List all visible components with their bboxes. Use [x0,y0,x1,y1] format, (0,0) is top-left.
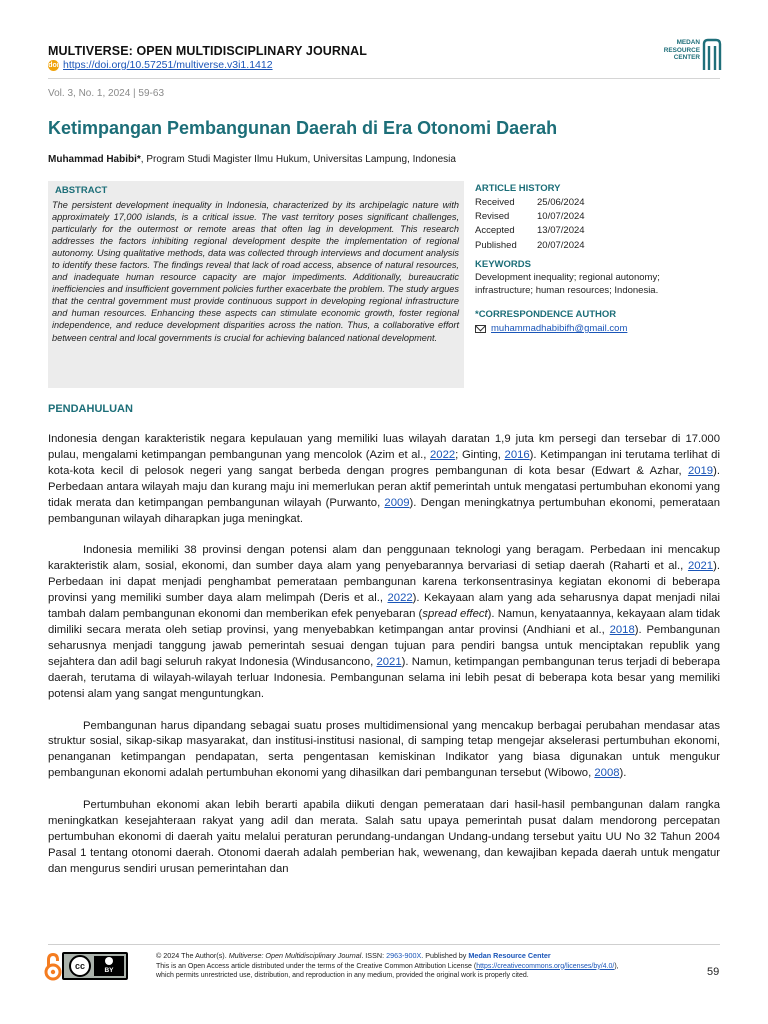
paragraph-1 [48,432,720,527]
history-table [475,196,617,252]
paragraph-text-run: Indonesia memiliki 38 provinsi dengan potensi alam dan penggunaan teknologi yang beragam. Perbedaan ini mencakup karakteristik alam, sosial, ekonomi, dan sumber daya alam yang penyebarannya bervariasi di setiap daerah (Raharti et al., [48,544,720,573]
logo-line-3: CENTER [673,54,700,62]
publisher-link[interactable]: Medan Resource Center [468,951,551,960]
license-prefix: This is an Open Access article distributed under the terms of the Creative Common Attribution License ( [156,962,477,970]
history-date: 13/07/2024 [537,225,585,237]
header-divider [48,78,720,79]
paragraph-text-run: ). Namun, ketimpangan pembangunan terus terjadi di beberapa daerah, terutama di wilayah-wilayah terluar Indonesia. Pembangunan selama ini lebih pesat di beberapa kota besar yang memiliki potensi alam yang sangat menguntungkan. [48,655,720,700]
page-number: 59 [707,966,720,978]
citation-year-link[interactable]: 2022 [430,448,456,461]
person-icon [105,957,113,965]
by-label: BY [104,967,114,974]
doi-row [48,59,273,71]
citation-year-link[interactable]: 2021 [376,655,402,668]
citation-year-link[interactable]: 2016 [504,448,530,461]
copyright-journal: Multiverse: Open Multidisciplinary Journal [228,951,362,960]
logo-line-2: RESOURCE [663,46,700,54]
footer-divider [48,944,720,945]
open-access-icon [44,952,62,982]
paragraph-text-run: ). Ketimpangan ini terutama terlihat di kota-kota kecil di pelosok negeri yang sangat berbeda dengan progres pembangunan di kota besar (Edwart & Azhar, [48,448,720,477]
citation-year-link[interactable]: 2008 [594,767,620,780]
paragraph-text-run: ). Perbedaan ini dapat menjadi penghambat pemerataan pembangunan karena terkonsentrasinya kegiatan ekonomi di beberapa provinsi yang memiliki sumber daya alam melimpah (Deris et al., [48,560,720,605]
paragraph-text-run: ). Namun, kenyataannya, kekayaan alam tidak dimiliki secara merata oleh setiap provinsi, yang menyebabkan ketimpangan antar provinsi (Andhiani et al., [48,608,721,636]
history-date: 25/06/2024 [537,197,585,208]
paragraph-text-run: ; Ginting, [455,448,505,461]
author-name: Muhammad Habibi* [48,154,141,165]
section-heading: PENDAHULUAN [48,403,133,415]
paragraph-text-run: Pembangunan harus dipandang sebagai suatu proses multidimensional yang mencakup berbagai perubahan mendasar atas struktur sosial, sikap-sikap masyarakat, dan institusi-institusi nasional, di samping tetap mengejar akselerasi pertumbuhan ekonomi, penanganan ketimpangan pendapatan, serta pengentasan kemiskinan Indikator yang biasa digunakan untuk mengukur pembangunan ekonomi adalah pertumbuhan ekonomi yang dihasilkan dari pembangunan tersebut (Wibowo, [48,719,720,780]
email-row [475,323,627,334]
correspondence-block [475,309,627,334]
license-url[interactable]: https://creativecommons.org/licenses/by/4.0/ [476,962,615,970]
doi-icon: doi [48,61,59,69]
paragraph-text-run: ). [619,767,627,780]
article-history [475,183,617,252]
logo-line-1: MEDAN [676,39,700,46]
paragraph-text-run: Pertumbuhan ekonomi akan lebih berarti apabila diikuti dengan pemerataan dari hasil-hasil pembangunan dalam rangka meningkatkan kesejahteraan rakyat yang adil dan merata. Salah satu upaya pemerintah pusat dalam mendorong percepatan pertumbuhan ekonomi di daerah yaitu melalui peraturan perundang-undangan Undang-undang tersebut yaitu UU No 32 Tahun 2004 Pasal 1 tentang otonomi daerah. Otonomi daerah adalah pemberian hak, wewenang, dan kewajiban kepada daerah untuk mengatur dan mengurus sendiri urusan pemerintahan dan [48,799,720,875]
history-label: Accepted [475,225,515,237]
license-line [156,962,696,972]
envelope-icon [475,325,486,333]
keywords-text: Development inequality; regional autonomy; infrastructure; human resources; Indonesia. [475,272,660,296]
publisher-logo [650,38,722,74]
copyright-published-by: . Published by [421,951,469,960]
paragraph-4 [48,798,720,878]
history-label: Published [475,239,517,251]
cc-icon: cc [69,955,91,977]
logo-text [664,39,700,62]
license-line-2: which permits unrestricted use, distribution, and reproduction in any medium, provided the original work is properly cited. [156,972,529,980]
citation-year-link[interactable]: 2019 [687,464,714,477]
abstract-box [48,181,464,388]
volume-info: Vol. 3, No. 1, 2024 | 59-63 [48,88,165,99]
copyright-line [156,951,696,961]
citation-year-link[interactable]: 2022 [387,592,413,605]
keywords-heading: KEYWORDS [475,259,531,270]
citation-year-link[interactable]: 2018 [609,623,635,636]
footer-text [156,951,696,981]
copyright-issn-label: . ISSN: [361,951,387,960]
paragraph-text-run: Indonesia dengan karakteristik negara kepulauan yang memiliki luas wilayah daratan 1,9 juta km persegi dan tersebar di 17.000 pulau, mengalami ketimpangan pembangunan yang mencolok (Azim et al., [48,433,720,461]
citation-year-link[interactable]: 2021 [687,560,714,573]
paragraph-text-run: ). Kekayaan alam yang ada seharusnya dapat menjadi nilai tambah dalam pembangunan ekonomi dan memberikan efek penyebaran ( [48,592,721,621]
citation-year-link[interactable]: 2009 [384,496,410,509]
license-suffix: ), [614,962,619,970]
author-affiliation: , Program Studi Magister Ilmu Hukum, Universitas Lampung, Indonesia [140,154,456,165]
italic-term: spread effect [422,608,488,621]
email-link[interactable]: muhammadhabibifh@gmail.com [491,323,628,334]
paragraph-text-run: ). Dengan meningkatnya pertumbuhan ekonomi, pemerataan pembangunan wilayah diharapkan juga meningkat. [48,496,720,525]
cc-badge-inner [64,954,126,978]
history-label: Received [475,197,515,208]
author-line [48,154,456,165]
paragraph-text-run: ). Perbedaan antara wilayah maju dan kurang maju ini memerlukan peran aktif pemerintah untuk mengatasi pertumbuhan ekonomi yang tidak merata dan ketimpangan pembangunan wilayah (Purwanto, [48,464,720,509]
history-heading: ARTICLE HISTORY [475,183,561,194]
by-badge [94,956,124,976]
body-text [48,432,720,878]
abstract-heading: ABSTRACT [55,185,108,196]
paragraph-text-run: ). Pembangunan seharusnya menjadi tanggung jawab pemerintah sesuai dengan tujuan para pendiri bangsa untuk menciptakan republik yang sejahtera dan adil bagi seluruh rakyat Indonesia (Windusancono, [48,623,720,668]
paragraph-3 [48,719,720,783]
cc-by-license-badge[interactable] [62,952,128,980]
article-title: Ketimpangan Pembangunan Daerah di Era Otonomi Daerah [48,118,558,138]
issn-link[interactable]: 2963-900X [386,951,422,960]
history-label: Revised [475,211,510,223]
history-date: 10/07/2024 [537,211,585,223]
abstract-text: The persistent development inequality in Indonesia, characterized by its archipelagic nature with approximately 17,000 islands, is a critical issue. The vast territory poses significant challenges, particularly for the outermost or remote areas that often lag in development. This research addresses the factors inhibiting regional development despite the implementation of regional autonomy. Using qualitative methods, data was collected through interviews and document analysis to identify these factors. The findings reveal that lack of road access, absence of natural resources, and inadequate human resource capacity are major impediments. Additionally, bureaucratic inefficiencies and insufficient government policies further exacerbate the problem. The study argues that the central government must provide continuous support in developing regional infrastructure and human resources. Enhancing these aspects can stimulate economic growth, foster regional independence, and reduce development disparities across the nation. Thus, a collaborative effort between central and local governments is crucial for achieving balanced national development. [52,200,459,343]
journal-name: MULTIVERSE: OPEN MULTIDISCIPLINARY JOURNAL [48,44,368,58]
correspondence-heading: *CORRESPONDENCE AUTHOR [475,309,617,320]
history-date: 20/07/2024 [537,239,585,251]
paragraph-2 [48,543,720,702]
keywords-block [475,259,720,297]
copyright-prefix: © 2024 The Author(s). [156,951,229,960]
doi-link[interactable]: https://doi.org/10.57251/multiverse.v3i1.1412 [63,59,273,71]
logo-mark-icon [702,38,722,72]
